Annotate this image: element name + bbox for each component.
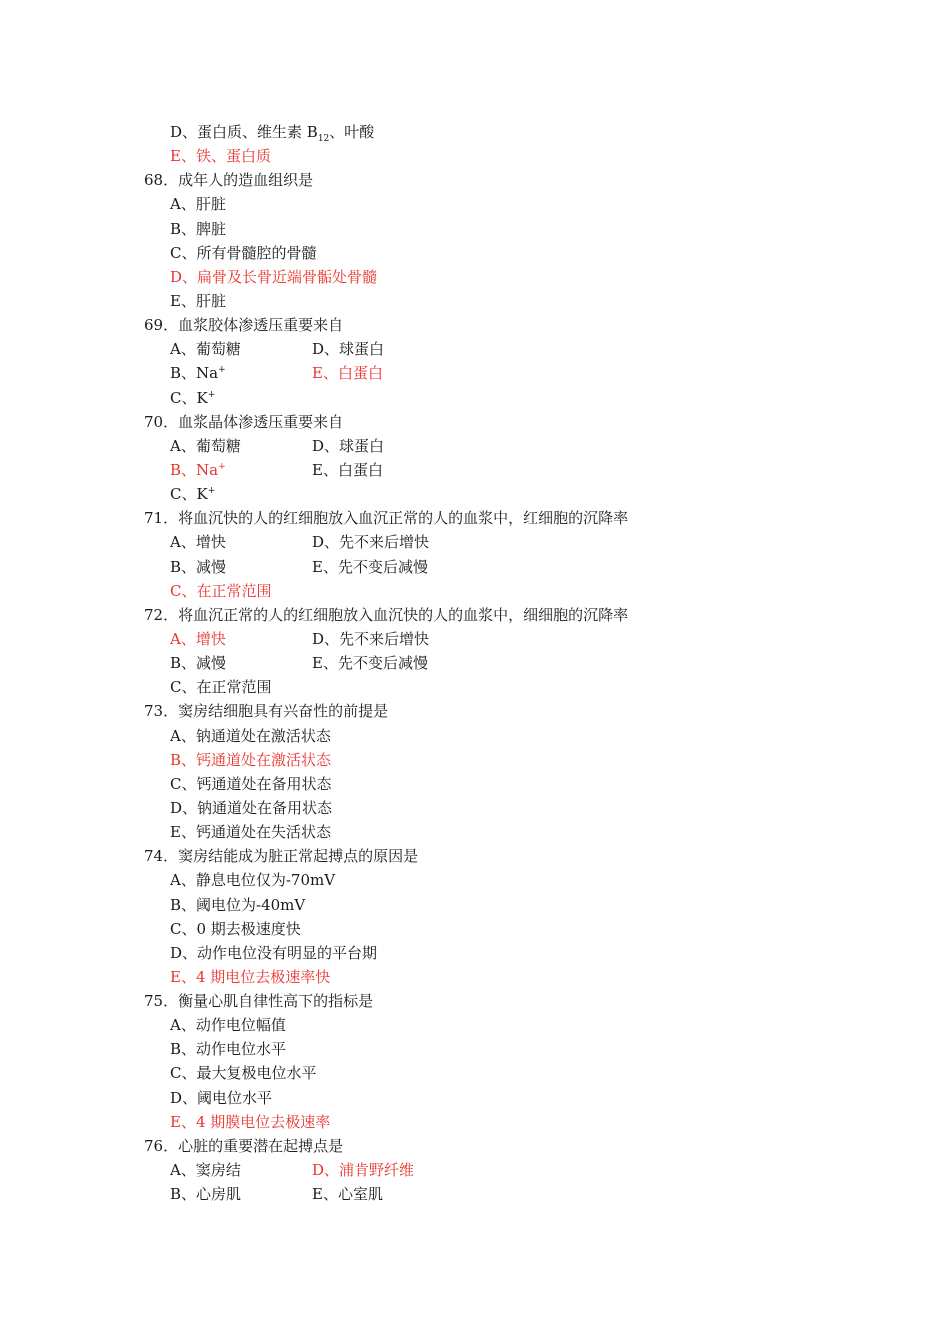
- q73-option-b-row: [0, 748, 950, 772]
- q70-row-1: [0, 434, 950, 458]
- q67-option-e-answer: E、铁、蛋白质: [170, 147, 271, 166]
- q75-title: 75．衡量心肌自律性高下的指标是: [144, 992, 374, 1011]
- q69-option-c: [170, 386, 215, 410]
- q76-option-e: E、心室肌: [312, 1185, 383, 1204]
- q76-option-a: A、窦房结: [170, 1161, 241, 1180]
- q73-option-d-row: [0, 796, 950, 820]
- q74-option-e-row: [0, 965, 950, 989]
- q72-row-1: [0, 627, 950, 651]
- q72-option-a-answer: A、增快: [170, 629, 226, 648]
- q72-option-e: E、先不变后减慢: [312, 654, 428, 673]
- q69-option-b-superscript: +: [218, 365, 226, 376]
- q73-option-c: C、钙通道处在备用状态: [170, 774, 332, 793]
- q68-option-a: A、肝脏: [170, 195, 226, 214]
- q72-option-c: C、在正常范围: [170, 678, 272, 697]
- q76-option-d-answer: D、浦肯野纤维: [312, 1161, 415, 1180]
- q70-row-3: [0, 482, 950, 506]
- q74-option-a: A、静息电位仅为-70mV: [170, 871, 336, 890]
- q68-option-e-row: [0, 289, 950, 313]
- q72-row-3: [0, 675, 950, 699]
- q74-option-b-row: [0, 893, 950, 917]
- q76-row-1: [0, 1158, 950, 1182]
- q74-option-c-row: [0, 917, 950, 941]
- q72-option-b: B、减慢: [170, 654, 227, 673]
- q69-option-a: A、葡萄糖: [170, 340, 241, 359]
- q73-title: 73．窦房结细胞具有兴奋性的前提是: [144, 702, 389, 721]
- q71-row-3: [0, 579, 950, 603]
- q70-option-b-text: B、Na: [170, 460, 219, 479]
- q73-option-a-row: [0, 724, 950, 748]
- q68-option-e: E、肝脏: [170, 291, 226, 310]
- q75-option-c: C、最大复极电位水平: [170, 1064, 317, 1083]
- q69-option-c-text: C、K: [170, 388, 208, 407]
- q67-option-d-text: D、蛋白质、维生素 B: [170, 123, 318, 141]
- q69-option-d: D、球蛋白: [312, 340, 385, 359]
- q75-option-a: A、动作电位幅值: [170, 1016, 286, 1035]
- q75-option-b-row: [0, 1037, 950, 1061]
- q73-option-e: E、钙通道处在失活状态: [170, 823, 331, 842]
- q68-option-b: B、脾脏: [170, 219, 227, 238]
- q69-option-b: [170, 361, 226, 385]
- q70-option-d: D、球蛋白: [312, 436, 385, 455]
- q71-option-a: A、增快: [170, 533, 226, 552]
- q69-row-3: [0, 386, 950, 410]
- q73-option-e-row: [0, 820, 950, 844]
- q74-option-e-answer: E、4 期电位去极速率快: [170, 967, 331, 986]
- q69-row-1: [0, 337, 950, 361]
- q68-option-a-row: [0, 192, 950, 216]
- q75-option-e-row: [0, 1110, 950, 1134]
- q71-option-e: E、先不变后减慢: [312, 557, 428, 576]
- q72-row-2: [0, 651, 950, 675]
- q74-option-d: D、动作电位没有明显的平台期: [170, 943, 378, 962]
- q73-option-c-row: [0, 772, 950, 796]
- q76-row-2: [0, 1182, 950, 1206]
- q70-option-c-text: C、K: [170, 485, 208, 504]
- q74-option-a-row: [0, 868, 950, 892]
- question-list: [0, 120, 950, 1206]
- q67-option-d: [170, 120, 374, 144]
- q67-option-e-row: [0, 144, 950, 168]
- q71-option-d: D、先不来后增快: [312, 533, 430, 552]
- q75-option-c-row: [0, 1061, 950, 1085]
- q74-title: 74．窦房结能成为脏正常起搏点的原因是: [144, 847, 419, 866]
- q68-option-d-row: [0, 265, 950, 289]
- q70-option-b-superscript: +: [218, 461, 226, 472]
- q70-option-c-superscript: +: [207, 486, 216, 497]
- q73-option-d: D、钠通道处在备用状态: [170, 798, 333, 817]
- q67-option-d-suffix: 、叶酸: [329, 123, 375, 141]
- q71-option-b: B、减慢: [170, 557, 227, 576]
- q76-option-b: B、心房肌: [170, 1185, 242, 1204]
- q74-option-b: B、阈电位为-40mV: [170, 895, 306, 914]
- q68-title: 68．成年人的造血组织是: [144, 171, 314, 190]
- q70-title: 70．血浆晶体渗透压重要来自: [144, 412, 344, 431]
- q68-option-b-row: [0, 217, 950, 241]
- q75-option-a-row: [0, 1013, 950, 1037]
- q68-option-c-row: [0, 241, 950, 265]
- q73-option-a: A、钠通道处在激活状态: [170, 726, 331, 745]
- q70-option-b-answer: [170, 458, 226, 482]
- q70-option-c: [170, 482, 215, 506]
- q70-row-2: [0, 458, 950, 482]
- q72-option-d: D、先不来后增快: [312, 629, 430, 648]
- q75-option-d: D、阈电位水平: [170, 1088, 273, 1107]
- q69-option-c-superscript: +: [207, 389, 216, 400]
- q71-row-2: [0, 555, 950, 579]
- q67-option-d-subscript: 12: [317, 134, 330, 144]
- q69-title: 69．血浆胶体渗透压重要来自: [144, 316, 344, 335]
- q74-option-d-row: [0, 941, 950, 965]
- q71-title: 71．将血沉快的人的红细胞放入血沉正常的人的血浆中，红细胞的沉降率: [144, 509, 629, 528]
- q70-option-e: E、白蛋白: [312, 460, 383, 479]
- q73-option-b-answer: B、钙通道处在激活状态: [170, 750, 332, 769]
- q74-option-c: C、0 期去极速度快: [170, 919, 301, 938]
- q69-option-b-text: B、Na: [170, 364, 219, 383]
- q72-title: 72．将血沉正常的人的红细胞放入血沉快的人的血浆中，细细胞的沉降率: [144, 605, 629, 624]
- q69-option-e-answer: E、白蛋白: [312, 364, 383, 383]
- q70-option-a: A、葡萄糖: [170, 436, 241, 455]
- q75-option-e-answer: E、4 期膜电位去极速率: [170, 1112, 331, 1131]
- q75-option-d-row: [0, 1086, 950, 1110]
- q67-option-d-row: [0, 120, 950, 144]
- q71-row-1: [0, 530, 950, 554]
- q76-title: 76．心脏的重要潜在起搏点是: [144, 1136, 344, 1155]
- q68-option-d-answer: D、扁骨及长骨近端骨骺处骨髓: [170, 267, 378, 286]
- q69-row-2: [0, 361, 950, 385]
- q71-option-c-answer: C、在正常范围: [170, 581, 272, 600]
- q68-option-c: C、所有骨髓腔的骨髓: [170, 243, 317, 262]
- q75-option-b: B、动作电位水平: [170, 1040, 287, 1059]
